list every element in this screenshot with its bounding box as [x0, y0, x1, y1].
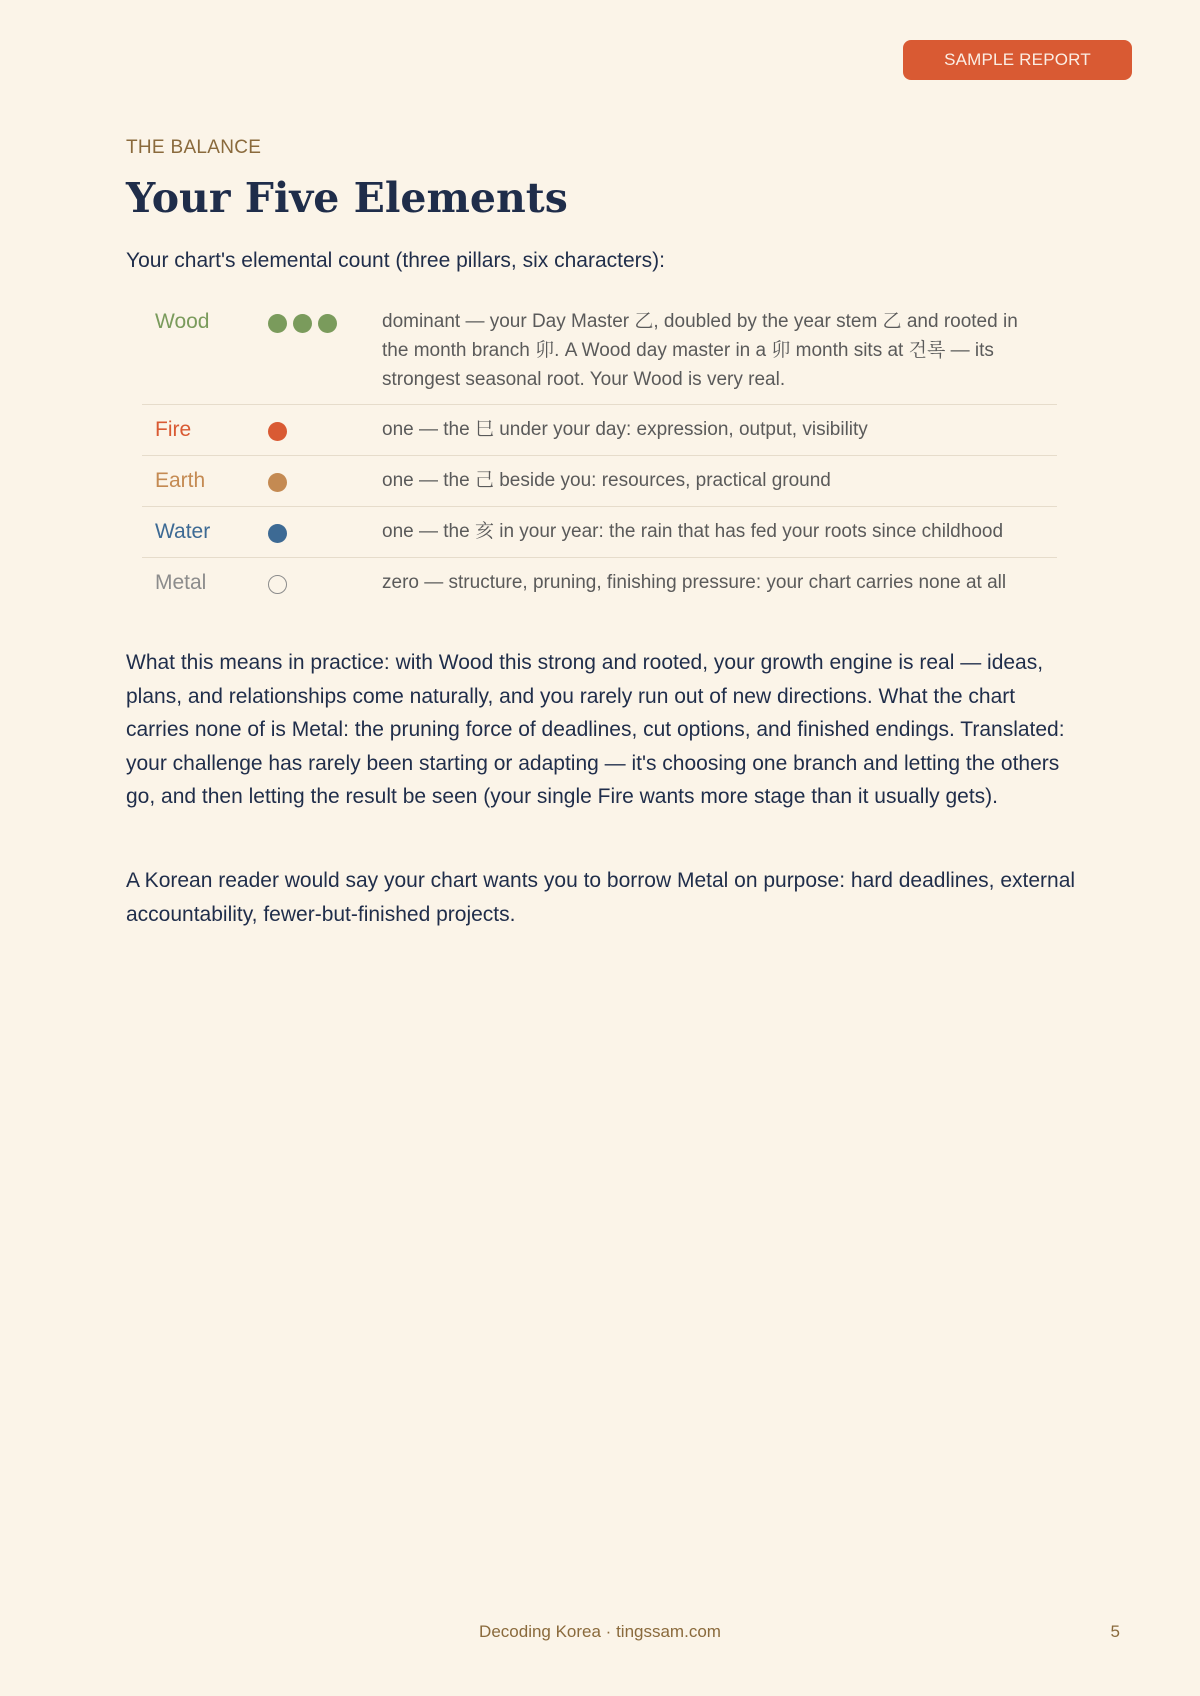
body-paragraph-2: A Korean reader would say your chart wants you to borrow Metal on purpose: hard deadlines, external accountability, fewer-but-finished projects.	[126, 869, 1076, 926]
elements-table	[142, 299, 1057, 608]
element-name: Fire	[155, 418, 192, 441]
element-name: Metal	[155, 571, 207, 594]
filled-dot-icon	[318, 314, 337, 333]
element-row-metal	[142, 558, 1057, 608]
element-count-dots	[268, 466, 382, 492]
element-description: one — the 巳 under your day: expression, output, visibility	[382, 419, 868, 440]
element-count-dots	[268, 307, 382, 333]
element-description: zero — structure, pruning, finishing pressure: your chart carries none at all	[382, 572, 1007, 593]
filled-dot-icon	[268, 422, 287, 441]
body-paragraph-1: What this means in practice: with Wood this strong and rooted, your growth engine is real — ideas, plans, and relationships come naturally, and you rarely run out of new directions. What the chart carries none of is Metal: the pruning force of deadlines, cut options, and finished endings. Translated: your challenge has rarely been starting or adapting — it's choosing one branch and letting the others go, and then letting the result be seen (your single Fire wants more stage than it usually gets).	[126, 651, 1065, 808]
element-count-dots	[268, 517, 382, 543]
intro-text: Your chart's elemental count (three pillars, six characters):	[126, 249, 665, 272]
element-count-dots	[268, 568, 382, 594]
sample-report-badge: SAMPLE REPORT	[903, 40, 1132, 80]
element-row-water	[142, 507, 1057, 558]
filled-dot-icon	[293, 314, 312, 333]
element-row-earth	[142, 456, 1057, 507]
page-number: 5	[1110, 1622, 1120, 1641]
element-row-fire	[142, 405, 1057, 456]
footer-text: Decoding Korea · tingssam.com	[479, 1622, 721, 1641]
element-row-wood	[142, 299, 1057, 405]
element-description: one — the 己 beside you: resources, practical ground	[382, 470, 831, 491]
filled-dot-icon	[268, 314, 287, 333]
page-title: Your Five Elements	[126, 174, 568, 222]
element-name: Water	[155, 520, 211, 543]
empty-dot-icon	[268, 575, 287, 594]
element-count-dots	[268, 415, 382, 441]
section-eyebrow: THE BALANCE	[126, 137, 262, 158]
element-name: Wood	[155, 310, 210, 333]
filled-dot-icon	[268, 524, 287, 543]
element-description: one — the 亥 in your year: the rain that has fed your roots since childhood	[382, 521, 1004, 542]
element-description: dominant — your Day Master 乙, doubled by the year stem 乙 and rooted in the month branch 卯. A Wood day master in a 卯 month sits at 건록 — its strongest seasonal root. Your Wood is very real.	[382, 311, 1018, 390]
element-name: Earth	[155, 469, 206, 492]
filled-dot-icon	[268, 473, 287, 492]
